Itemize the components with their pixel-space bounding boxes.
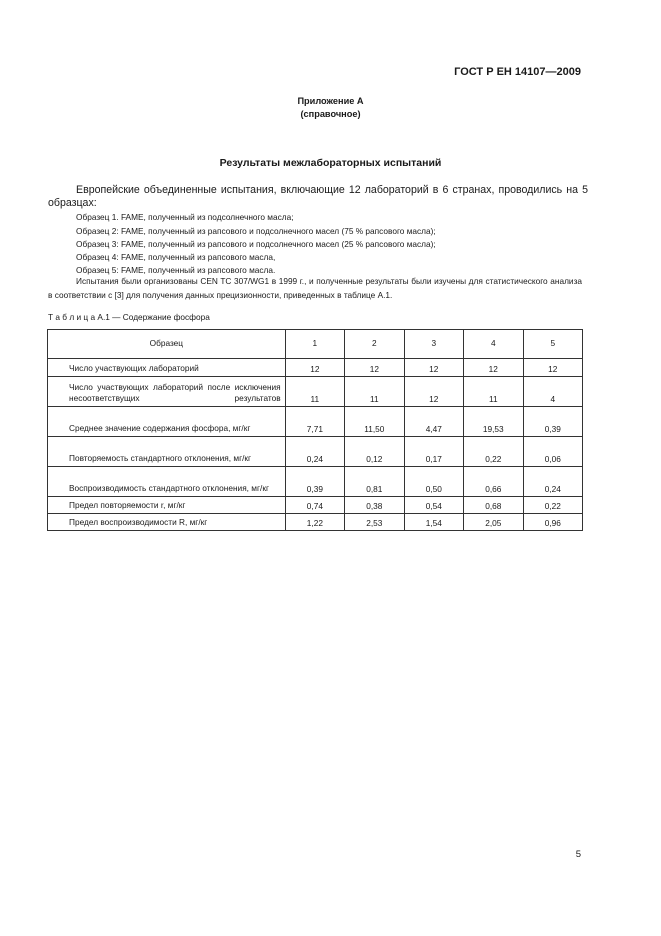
cell-value: 0,06 bbox=[523, 437, 582, 467]
cell-value: 12 bbox=[285, 359, 344, 377]
sample-item: Образец 1. FAME, полученный из подсолнечного масла; bbox=[76, 212, 294, 222]
cell-value: 0,39 bbox=[285, 467, 344, 497]
cell-value: 0,22 bbox=[463, 437, 523, 467]
table-row bbox=[48, 377, 583, 407]
table-row bbox=[48, 467, 583, 497]
sample-item: Образец 3: FAME, полученный из рапсового и подсолнечного масел (25 % рапсового масла); bbox=[76, 239, 436, 249]
cell-value: 4,47 bbox=[404, 407, 463, 437]
cell-value: 4 bbox=[523, 377, 582, 407]
cell-value: 0,68 bbox=[463, 497, 523, 514]
cell-value: 11 bbox=[345, 377, 405, 407]
standard-number: ГОСТ Р ЕН 14107—2009 bbox=[454, 66, 581, 78]
cell-value: 0,39 bbox=[523, 407, 582, 437]
row-label: Воспроизводимость стандартного отклонения, мг/кг bbox=[48, 467, 286, 497]
cell-value: 0,66 bbox=[463, 467, 523, 497]
cell-value: 0,96 bbox=[523, 514, 582, 531]
table-row bbox=[48, 497, 583, 514]
header-col: 3 bbox=[404, 330, 463, 359]
cell-value: 0,17 bbox=[404, 437, 463, 467]
organization-note: Испытания были организованы CEN TC 307/WG1 в 1999 г., и полученные результаты были изучены для статистического анализа в соответствии с [3] для получения данных прецизионности, приведенных в таблице А.1. bbox=[48, 276, 582, 300]
header-col: 5 bbox=[523, 330, 582, 359]
cell-value: 7,71 bbox=[285, 407, 344, 437]
row-label: Предел повторяемости r, мг/кг bbox=[48, 497, 286, 514]
page-number: 5 bbox=[575, 849, 581, 860]
cell-value: 0,22 bbox=[523, 497, 582, 514]
row-label: Среднее значение содержания фосфора, мг/кг bbox=[48, 407, 286, 437]
cell-value: 2,53 bbox=[345, 514, 405, 531]
cell-value: 2,05 bbox=[463, 514, 523, 531]
annex-status: (справочное) bbox=[300, 109, 361, 119]
sample-item: Образец 4: FAME, полученный из рапсового масла, bbox=[76, 252, 276, 262]
cell-value: 19,53 bbox=[463, 407, 523, 437]
row-label: Повторяемость стандартного отклонения, мг/кг bbox=[48, 437, 286, 467]
cell-value: 0,38 bbox=[345, 497, 405, 514]
row-label: Число участвующих лабораторий bbox=[48, 359, 286, 377]
section-title: Результаты межлабораторных испытаний bbox=[219, 157, 442, 169]
results-table bbox=[47, 329, 583, 531]
header-col: 4 bbox=[463, 330, 523, 359]
table-caption: Т а б л и ц а А.1 — Содержание фосфора bbox=[48, 312, 210, 322]
sample-item: Образец 2: FAME, полученный из рапсового и подсолнечного масел (75 % рапсового масла); bbox=[76, 226, 436, 236]
cell-value: 11,50 bbox=[345, 407, 405, 437]
cell-value: 12 bbox=[404, 377, 463, 407]
table-row bbox=[48, 437, 583, 467]
cell-value: 11 bbox=[463, 377, 523, 407]
annex-title: Приложение А bbox=[297, 96, 364, 106]
cell-value: 12 bbox=[463, 359, 523, 377]
cell-value: 12 bbox=[404, 359, 463, 377]
header-col: 1 bbox=[285, 330, 344, 359]
cell-value: 0,24 bbox=[285, 437, 344, 467]
cell-value: 0,50 bbox=[404, 467, 463, 497]
header-col: 2 bbox=[345, 330, 405, 359]
cell-value: 0,24 bbox=[523, 467, 582, 497]
cell-value: 1,22 bbox=[285, 514, 344, 531]
cell-value: 11 bbox=[285, 377, 344, 407]
row-label: Число участвующих лабораторий после исключения несоответствущих результатов bbox=[48, 377, 286, 407]
sample-item: Образец 5: FAME, полученный из рапсового масла. bbox=[76, 265, 276, 275]
cell-value: 1,54 bbox=[404, 514, 463, 531]
cell-value: 0,12 bbox=[345, 437, 405, 467]
table-row bbox=[48, 359, 583, 377]
cell-value: 12 bbox=[345, 359, 405, 377]
row-label: Предел воспроизводимости R, мг/кг bbox=[48, 514, 286, 531]
table-row bbox=[48, 514, 583, 531]
intro-paragraph: Европейские объединенные испытания, включающие 12 лабораторий в 6 странах, проводились на 5 образцах: bbox=[48, 184, 588, 209]
header-label: Образец bbox=[48, 330, 286, 359]
cell-value: 0,54 bbox=[404, 497, 463, 514]
table-header-row bbox=[48, 330, 583, 359]
cell-value: 12 bbox=[523, 359, 582, 377]
cell-value: 0,74 bbox=[285, 497, 344, 514]
table-row bbox=[48, 407, 583, 437]
cell-value: 0,81 bbox=[345, 467, 405, 497]
